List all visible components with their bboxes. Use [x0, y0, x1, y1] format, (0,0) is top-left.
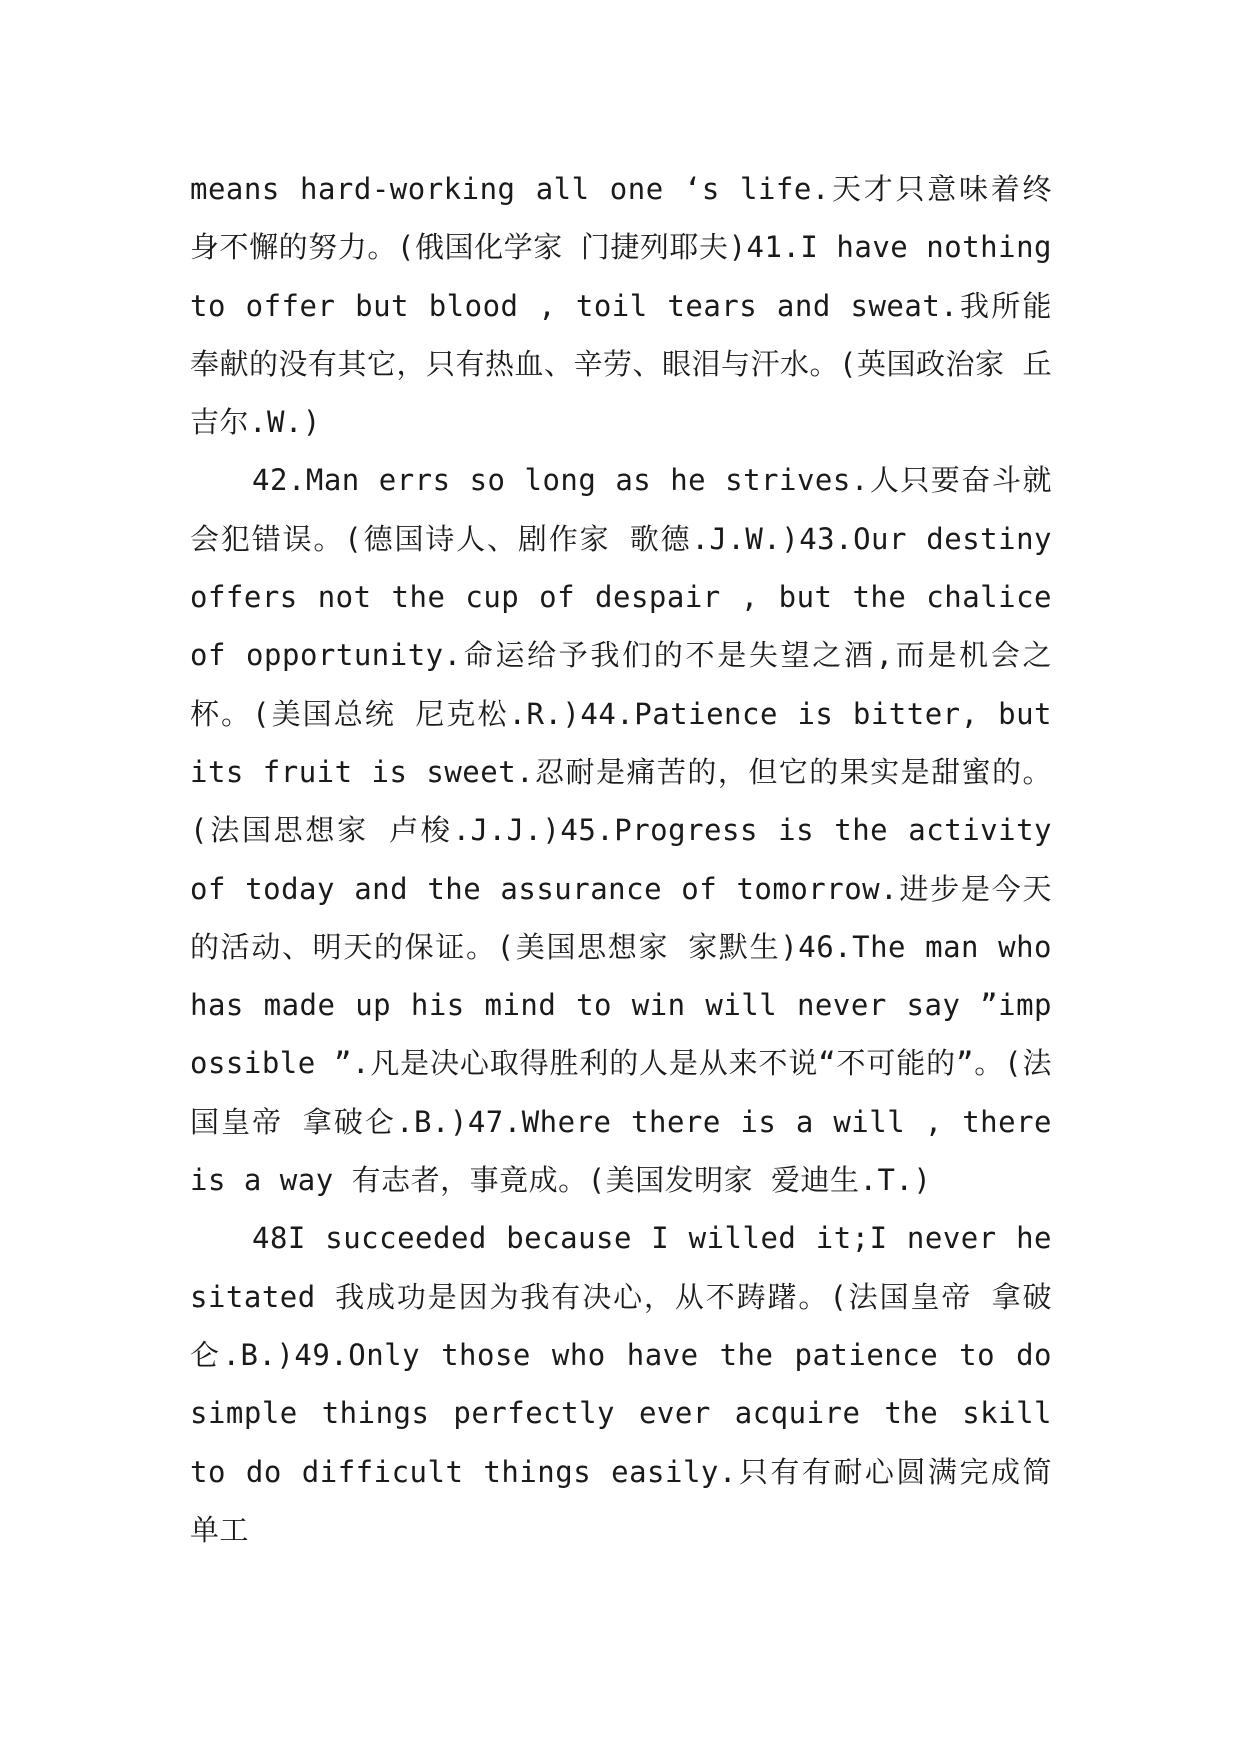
paragraph-quotes-42-47: 42.Man errs so long as he strives.人只要奋斗就会犯错误。(德国诗人、剧作家 歌德.J.W.)43.Our destiny offers not the cup of despair , but the chalice of opportunity.命运给予我们的不是失望之酒,而是机会之杯。(美国总统 尼克松.R.)44.Patience is bitter, but its fruit is sweet.忍耐是痛苦的，但它的果实是甜蜜的。(法国思想家 卢梭.J.J.)45.Progress is the activity of today and the assurance of tomorrow.进步是今天的活动、明天的保证。(美国思想家 家默生)46.The man who has made up his mind to win will never say ”impossible ”.凡是决心取得胜利的人是从来不说“不可能的”。(法国皇帝 拿破仑.B.)47.Where there is a will , there is a way 有志者，事竟成。(美国发明家 爱迪生.T.)	[190, 463, 1052, 1198]
paragraph-quotes-48-49: 48I succeeded because I willed it;I never hesitated 我成功是因为我有决心，从不踌躇。(法国皇帝 拿破仑.B.)49.Only those who have the patience to do simple things perfectly ever acquire the skill to do difficult things easily.只有有耐心圆满完成简单工	[190, 1221, 1052, 1547]
paragraph-quotes-40-41: means hard-working all one ‘s life.天才只意味着终身不懈的努力。(俄国化学家 门捷列耶夫)41.I have nothing to offer but blood , toil tears and sweat.我所能奉献的没有其它，只有热血、辛劳、眼泪与汗水。(英国政治家 丘吉尔.W.)	[190, 172, 1052, 440]
body-text	[190, 160, 1052, 1559]
